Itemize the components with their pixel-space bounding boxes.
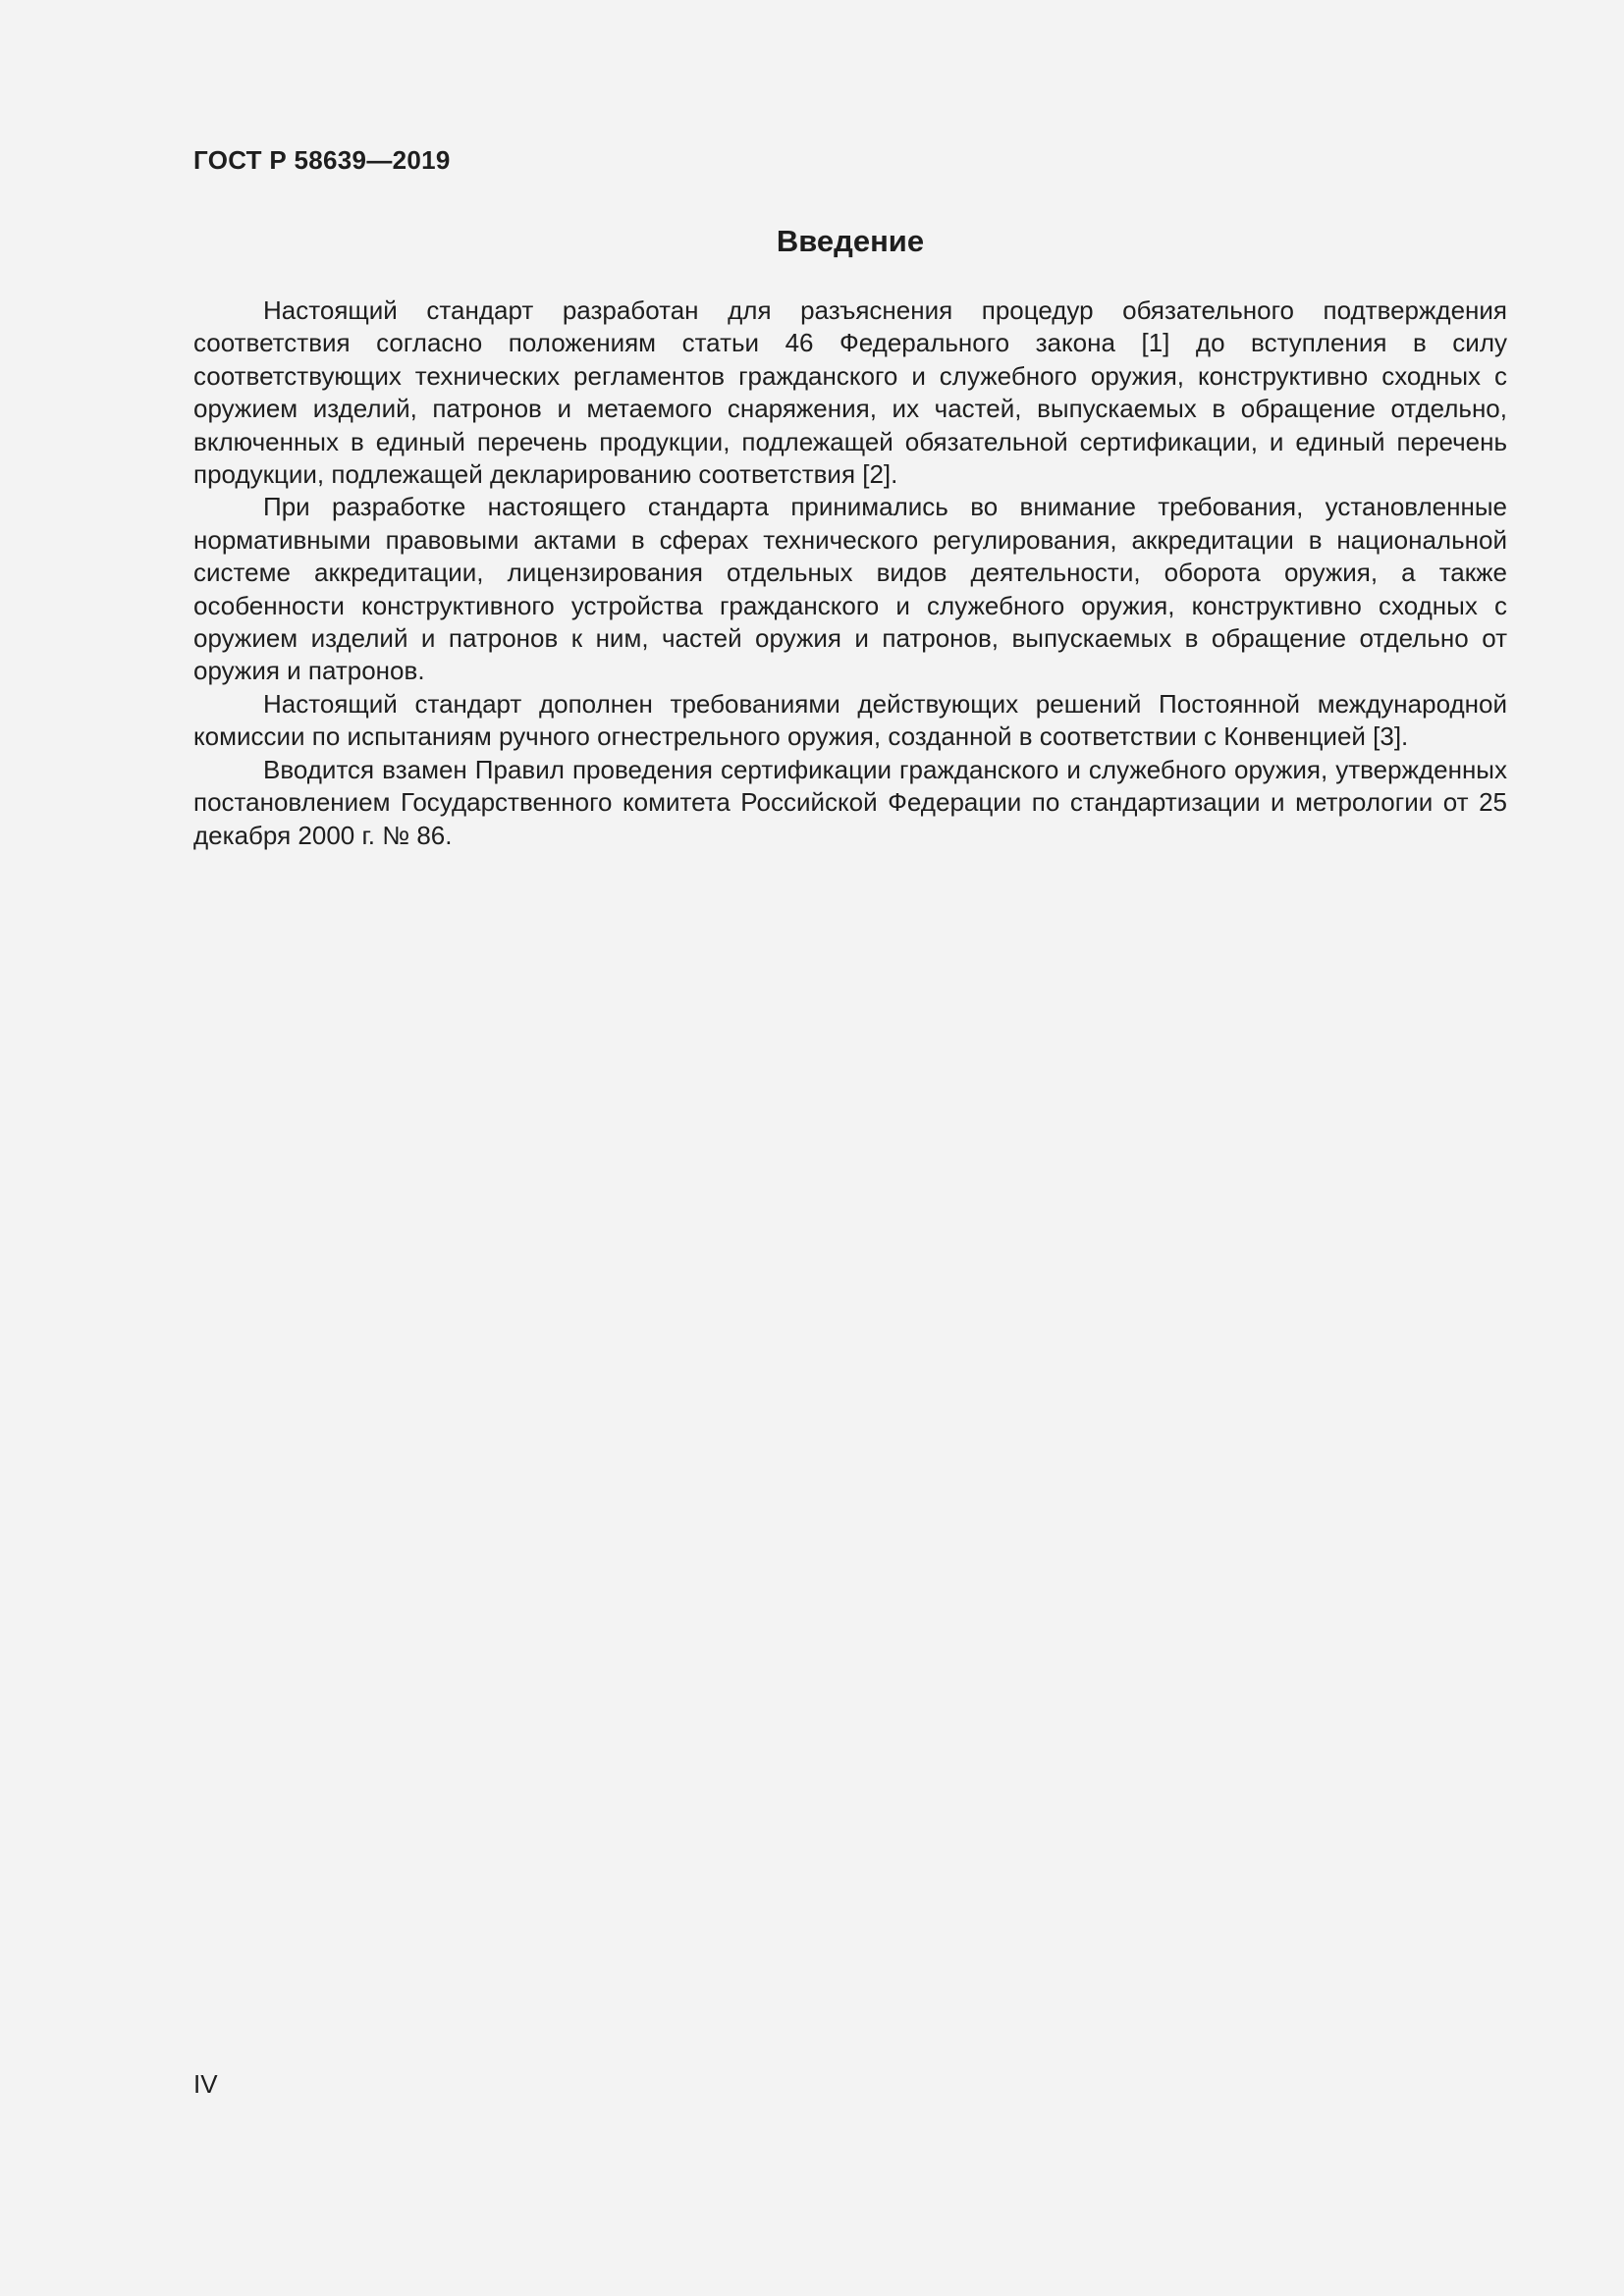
- section-body: [193, 294, 1507, 852]
- page-number: IV: [193, 2069, 218, 2099]
- paragraph-replacement: Вводится взамен Правил проведения сертификации гражданского и служебного оружия, утвержденных постановлением Государственного комитета Российской Федерации по стандартизации и метрологии от 25 декабря 2000 г. № 86.: [193, 754, 1507, 850]
- document-header: ГОСТ Р 58639—2019: [193, 145, 451, 175]
- paragraph-purpose: Настоящий стандарт разработан для разъяснения процедур обязательного подтверждения соответствия согласно положениям статьи 46 Федерального закона [1] до вступления в силу соответствующих технических регламентов гражданского и служебного оружия, конструктивно сходных с оружием изделий, патронов и метаемого снаряжения, их частей, выпускаемых в обращение отдельно, включенных в единый перечень продукции, подлежащей обязательной сертификации, и единый перечень продукции, подлежащей декларированию соответствия [2].: [193, 295, 1507, 490]
- paragraph-development-basis: При разработке настоящего стандарта принимались во внимание требования, установленные нормативными правовыми актами в сферах технического регулирования, аккредитации в национальной системе аккредитации, лицензирования отдельных видов деятельности, оборота оружия, а также особенности конструктивного устройства гражданского и служебного оружия, конструктивно сходных с оружием изделий и патронов к ним, частей оружия и патронов, выпускаемых в обращение отдельно от оружия и патронов.: [193, 492, 1507, 686]
- paragraph-supplement: Настоящий стандарт дополнен требованиями действующих решений Постоянной международной комиссии по испытаниям ручного огнестрельного оружия, созданной в соответствии с Конвенцией [3].: [193, 688, 1507, 752]
- section-title: Введение: [776, 224, 925, 258]
